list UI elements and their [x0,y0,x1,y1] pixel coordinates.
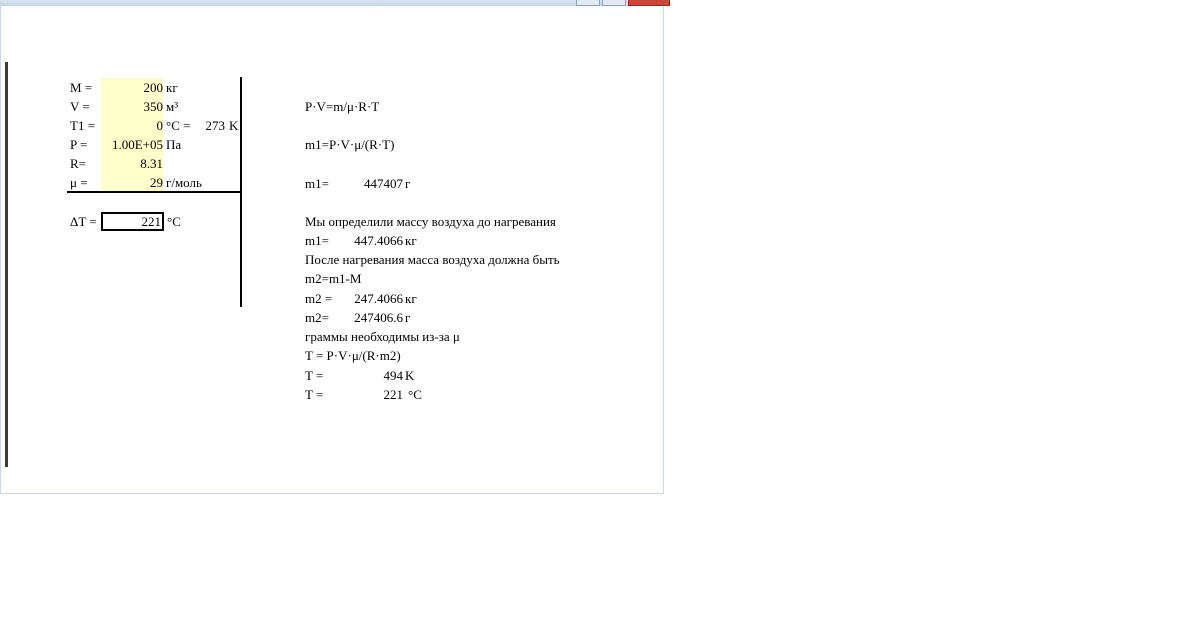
param-value-cell[interactable]: 1.00E+05 [101,135,163,154]
param-unit: г/моль [166,175,202,190]
param-label: M = [70,80,93,95]
result-value[interactable]: 247.4066 [354,291,403,306]
param-label: R= [70,156,87,171]
param-label: μ = [70,175,88,190]
kelvin-value-cell[interactable]: 273 [205,118,225,133]
param-unit: кг [166,80,178,95]
result-unit: K [405,368,415,383]
param-value-cell[interactable]: 350 [101,97,163,116]
result-value[interactable]: 447407 [364,176,403,191]
spreadsheet-window [0,0,664,494]
kelvin-unit: K [229,118,239,133]
block-separator-vertical [240,77,242,307]
param-unit: °C = [166,118,191,133]
result-unit: г [405,176,411,191]
formula-ideal-gas: P·V=m/μ·R·T [305,99,380,114]
note-text: граммы необходимы из-за μ [305,329,460,344]
result-label: m1= [305,176,329,191]
param-label: P = [70,137,88,152]
param-value-cell[interactable]: 8.31 [101,154,163,173]
block-separator-horizontal [67,191,241,193]
result-value[interactable]: 447.4066 [354,233,403,248]
window-title-bar [0,0,662,6]
result-unit: °C [408,387,422,402]
formula-m2: m2=m1-M [305,271,362,286]
window-controls [576,0,670,7]
result-value[interactable]: 221 [383,387,403,402]
param-value-cell[interactable]: 29 [101,173,163,192]
note-text: Мы определили массу воздуха до нагревания [305,214,556,229]
param-value-cell[interactable]: 0 [101,116,163,135]
selected-cell-delta-t[interactable]: 221 [101,212,164,231]
result-label: m2 = [305,291,333,306]
restore-button[interactable] [602,0,626,6]
result-label: T = [305,368,324,383]
note-text: После нагревания масса воздуха должна быть [305,252,560,267]
result-unit: кг [405,233,417,248]
result-label: T = [305,387,324,402]
result-value[interactable]: 247406.6 [354,310,403,325]
result-unit: г [405,310,411,325]
sheet-left-edge [5,62,8,467]
formula-m1: m1=P·V·μ/(R·T) [305,137,395,152]
delta-label: ΔT = [70,214,97,229]
param-value-cell[interactable]: 200 [101,78,163,97]
result-value[interactable]: 494 [383,368,403,383]
param-unit: м³ [166,99,179,114]
formula-temperature: T = P·V·μ/(R·m2) [305,348,401,363]
minimize-button[interactable] [576,0,600,6]
result-unit: кг [405,291,417,306]
param-label: V = [70,99,90,114]
result-label: m1= [305,233,329,248]
result-label: m2= [305,310,329,325]
param-label: T1 = [70,118,96,133]
close-button[interactable] [628,0,670,6]
param-unit: Па [166,137,182,152]
delta-unit: °C [167,214,181,229]
